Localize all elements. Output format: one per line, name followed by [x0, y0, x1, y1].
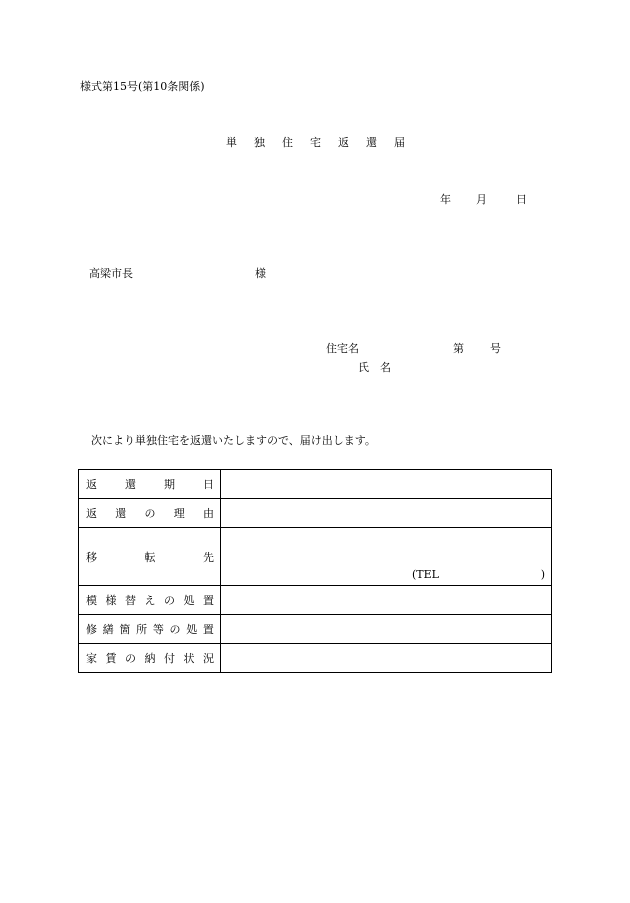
row-label-destination [79, 528, 221, 586]
label-char: 移 [86, 550, 97, 564]
label-char: え [144, 594, 156, 607]
remodel-treatment-field[interactable] [221, 586, 552, 615]
table-row [79, 499, 552, 528]
return-reason-field[interactable] [221, 499, 552, 528]
date-line [440, 194, 527, 205]
label-char: 所 [136, 623, 148, 636]
label-char: 日 [203, 478, 214, 491]
label-char: 先 [203, 550, 214, 564]
table-row [79, 615, 552, 644]
name-label: 氏 名 [358, 361, 391, 374]
row-label-remodel-treatment [79, 586, 221, 615]
title-char: 還 [366, 136, 378, 149]
rent-payment-status-field[interactable] [221, 644, 552, 673]
addressee: 高梁市長 [89, 267, 133, 280]
table-row [79, 470, 552, 499]
label-char: の [144, 507, 156, 520]
date-month: 月 [476, 193, 487, 206]
label-char: 由 [203, 507, 214, 520]
title-char: 返 [338, 136, 350, 149]
repair-treatment-field[interactable] [221, 615, 552, 644]
table-row [79, 644, 552, 673]
row-label-return-date [79, 470, 221, 499]
label-char: 様 [105, 594, 117, 607]
return-form-table [78, 469, 552, 673]
label-char: の [125, 652, 136, 665]
form-number: 様式第15号(第10条関係) [80, 80, 205, 93]
label-char: 繕 [102, 623, 114, 636]
title-char: 単 [226, 136, 238, 149]
label-char: 付 [164, 652, 175, 665]
label-char: の [164, 594, 175, 607]
label-char: 転 [144, 550, 156, 564]
label-char: 置 [203, 594, 214, 607]
label-char: 替 [125, 594, 136, 607]
table-row [79, 586, 552, 615]
label-char: 賃 [105, 652, 117, 665]
label-char: 処 [183, 594, 195, 607]
label-char: 返 [86, 507, 97, 520]
number-prefix: 第 [453, 342, 464, 355]
label-char: 置 [202, 623, 214, 636]
title-char: 宅 [310, 136, 322, 149]
label-char: 状 [183, 652, 195, 665]
label-char: 還 [115, 507, 127, 520]
label-char: 修 [86, 623, 97, 636]
row-label-repair-treatment [79, 615, 221, 644]
tel-close-paren: ) [540, 568, 545, 581]
date-year: 年 [440, 193, 451, 206]
destination-field[interactable] [221, 528, 552, 586]
statement: 次により単独住宅を返還いたしますので、届け出します。 [91, 434, 376, 447]
label-char: の [169, 623, 181, 636]
label-char: 理 [173, 507, 185, 520]
row-label-rent-payment-status [79, 644, 221, 673]
label-char: 還 [125, 478, 136, 491]
honorific: 様 [255, 267, 266, 280]
date-day: 日 [516, 193, 527, 206]
title-char: 住 [282, 136, 294, 149]
label-char: 等 [152, 623, 164, 636]
label-char: 模 [86, 594, 97, 607]
document-title [226, 137, 422, 148]
title-char: 独 [254, 136, 266, 149]
label-char: 返 [86, 478, 97, 491]
return-date-field[interactable] [221, 470, 552, 499]
label-char: 箇 [119, 623, 131, 636]
number-suffix: 号 [490, 342, 501, 355]
house-name-label: 住宅名 [326, 342, 359, 355]
row-label-return-reason [79, 499, 221, 528]
label-char: 家 [86, 652, 97, 665]
label-char: 処 [186, 623, 198, 636]
label-char: 納 [144, 652, 156, 665]
title-char: 届 [394, 136, 406, 149]
label-char: 況 [203, 652, 214, 665]
tel-label: (TEL [412, 568, 439, 581]
table-row [79, 528, 552, 586]
label-char: 期 [164, 478, 175, 491]
